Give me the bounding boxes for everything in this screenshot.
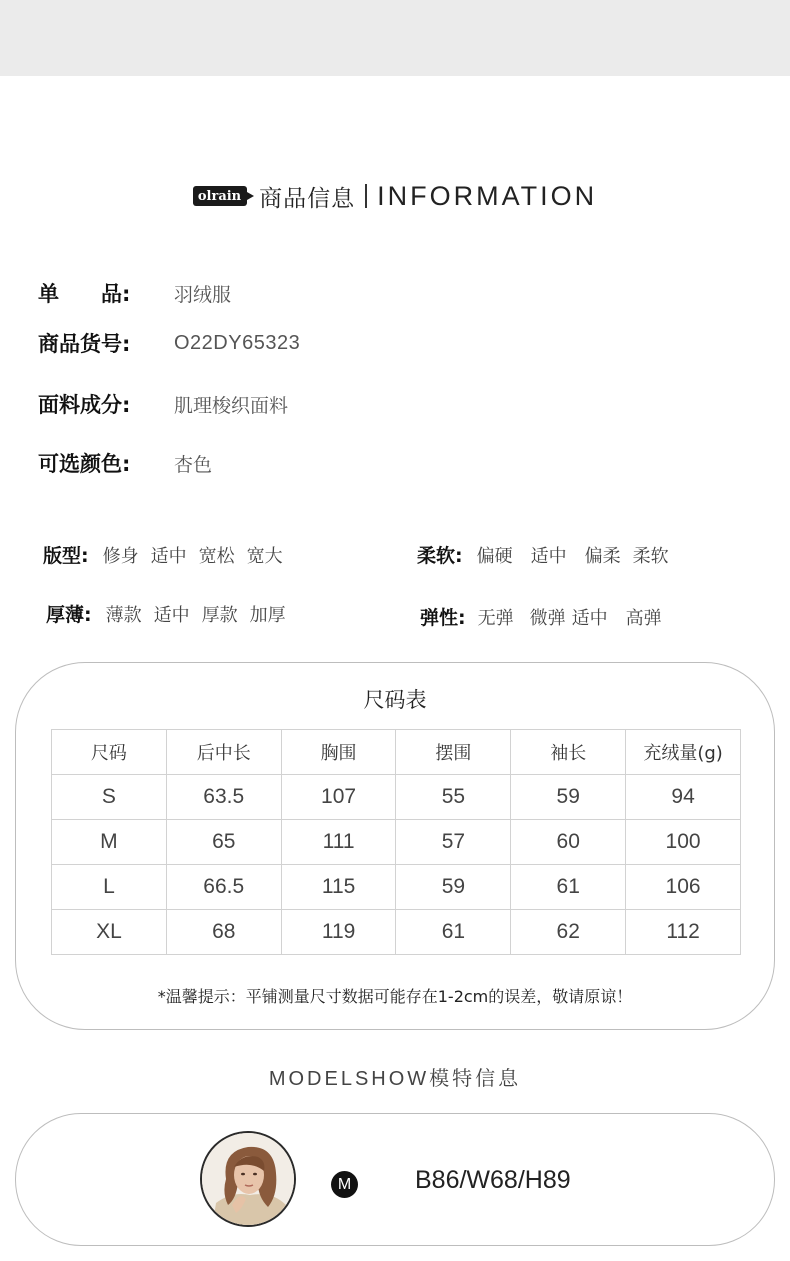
- info-label: 可选颜色:: [38, 452, 131, 476]
- size-chart-title: 尺码表: [363, 688, 427, 712]
- model-avatar: [200, 1131, 296, 1227]
- table-cell: 106: [626, 865, 741, 910]
- table-cell: 65: [166, 820, 281, 865]
- info-row-fabric: [38, 389, 288, 419]
- attr-option: 偏硬: [476, 545, 513, 567]
- table-cell: 55: [396, 775, 511, 820]
- attr-option: 宽大: [246, 545, 283, 567]
- model-size-badge: M: [331, 1171, 358, 1198]
- table-cell: 94: [626, 775, 741, 820]
- header-title-cn: 商品信息: [259, 185, 356, 212]
- table-cell: XL: [52, 910, 167, 955]
- table-row: [52, 910, 741, 955]
- table-row: [52, 865, 741, 910]
- info-row-item: [38, 278, 231, 308]
- table-cell: 115: [281, 865, 396, 910]
- column-header: 摆围: [396, 730, 511, 775]
- table-cell: 59: [396, 865, 511, 910]
- attr-option: 高弹: [625, 607, 662, 629]
- table-cell: 68: [166, 910, 281, 955]
- table-cell: S: [52, 775, 167, 820]
- brand-logo: [193, 186, 247, 206]
- column-header: 充绒量(g): [626, 730, 741, 775]
- info-row-sku: [38, 328, 300, 358]
- model-measurements: B86/W68/H89: [415, 1166, 571, 1194]
- header-divider: [365, 184, 367, 208]
- header-title-en: INFORMATION: [377, 180, 598, 211]
- table-header-row: [52, 730, 741, 775]
- info-value: O22DY65323: [174, 331, 301, 354]
- table-row: [52, 820, 741, 865]
- column-header: 后中长: [166, 730, 281, 775]
- attr-option-selected: 适中: [531, 542, 567, 568]
- info-value: 杏色: [174, 453, 213, 476]
- top-banner: [0, 0, 790, 76]
- column-header: 胸围: [281, 730, 396, 775]
- brand-logo-text: olrain: [197, 188, 242, 204]
- info-value: 肌理梭织面料: [174, 394, 289, 417]
- attr-thickness: [46, 600, 298, 627]
- info-row-color: [38, 448, 212, 478]
- column-header: 尺码: [52, 730, 167, 775]
- table-cell: 57: [396, 820, 511, 865]
- table-cell: 61: [511, 865, 626, 910]
- attr-option: 无弹: [477, 607, 514, 629]
- attr-elasticity: [420, 603, 674, 630]
- attr-label: 厚薄:: [46, 604, 92, 626]
- attr-option: 宽松: [198, 545, 235, 567]
- table-cell: 100: [626, 820, 741, 865]
- info-label: 商品货号:: [38, 332, 131, 356]
- table-cell: 119: [281, 910, 396, 955]
- attr-option-selected: 适中: [154, 601, 190, 627]
- size-chart-table: [51, 729, 741, 955]
- attr-option: 薄款: [105, 604, 142, 626]
- attr-label: 弹性:: [420, 607, 466, 629]
- info-label: 单 品:: [38, 282, 131, 306]
- attr-softness: [417, 541, 681, 568]
- table-cell: 111: [281, 820, 396, 865]
- attr-fit: [43, 541, 295, 568]
- table-cell: 112: [626, 910, 741, 955]
- attr-option-selected: 适中: [151, 542, 187, 568]
- info-value: 羽绒服: [174, 283, 232, 306]
- table-cell: 59: [511, 775, 626, 820]
- table-cell: 61: [396, 910, 511, 955]
- size-chart-note: *温馨提示：平铺测量尺寸数据可能存在1-2cm的误差，敬请原谅！: [157, 987, 633, 1006]
- attr-label: 版型:: [43, 545, 89, 567]
- section-header: [0, 176, 790, 216]
- attr-option: 柔软: [632, 545, 669, 567]
- attr-option: 修身: [102, 545, 139, 567]
- table-cell: L: [52, 865, 167, 910]
- attr-option-selected: 适中: [572, 604, 608, 630]
- table-cell: 107: [281, 775, 396, 820]
- attr-option: 微弹: [529, 607, 566, 629]
- info-label: 面料成分:: [38, 393, 131, 417]
- table-cell: 62: [511, 910, 626, 955]
- attr-option: 加厚: [249, 604, 286, 626]
- attr-option: 偏柔: [584, 545, 621, 567]
- table-cell: 63.5: [166, 775, 281, 820]
- attr-option: 厚款: [201, 604, 238, 626]
- table-cell: M: [52, 820, 167, 865]
- model-portrait-icon: [202, 1133, 296, 1227]
- model-section-title: MODELSHOW模特信息: [268, 1068, 522, 1090]
- table-cell: 60: [511, 820, 626, 865]
- table-cell: 66.5: [166, 865, 281, 910]
- model-info-panel: [15, 1113, 775, 1246]
- column-header: 袖长: [511, 730, 626, 775]
- table-row: [52, 775, 741, 820]
- attr-label: 柔软:: [417, 545, 463, 567]
